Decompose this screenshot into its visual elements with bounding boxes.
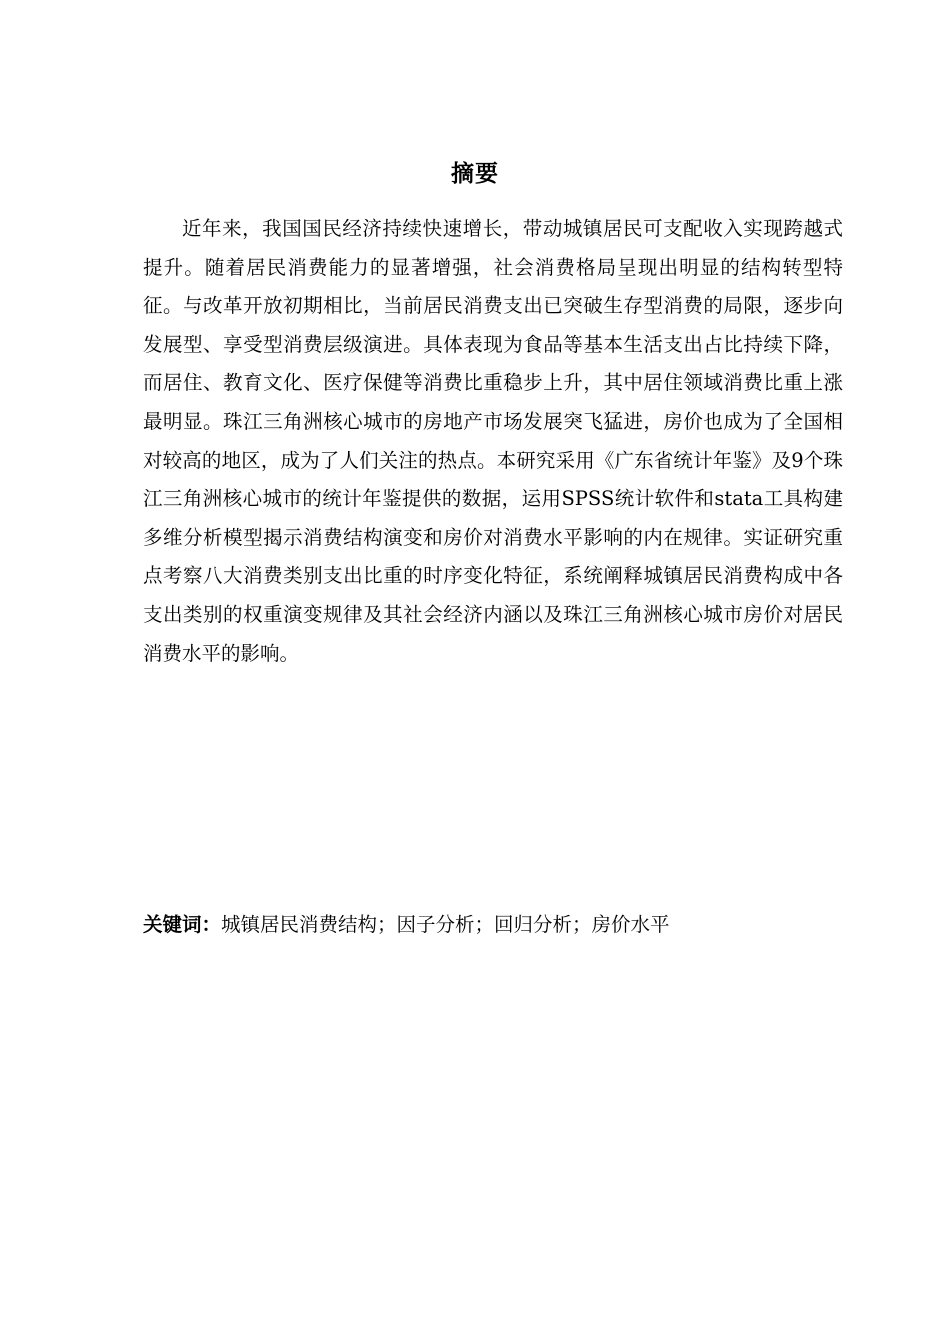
keywords-list: 城镇居民消费结构；因子分析；回归分析；房价水平 — [221, 913, 670, 936]
keywords-line — [143, 906, 843, 944]
abstract-title: 摘要 — [451, 161, 499, 187]
abstract-paragraph: 近年来，我国国民经济持续快速增长，带动城镇居民可支配收入实现跨越式提升。随着居民消费能力的显著增强，社会消费格局呈现出明显的结构转型特征。与改革开放初期相比，当前居民消费支出已突破生存型消费的局限，逐步向发展型、享受型消费层级演进。具体表现为食品等基本生活支出占比持续下降，而居住、教育文化、医疗保健等消费比重稳步上升，其中居住领域消费比重上涨最明显。珠江三角洲核心城市的房地产市场发展突飞猛进，房价也成为了全国相对较高的地区，成为了人们关注的热点。本研究采用《广东省统计年鉴》及9个珠江三角洲核心城市的统计年鉴提供的数据，运用SPSS统计软件和stata工具构建多维分析模型揭示消费结构演变和房价对消费水平影响的内在规律。实证研究重点考察八大消费类别支出比重的时序变化特征，系统阐释城镇居民消费构成中各支出类别的权重演变规律及其社会经济内涵以及珠江三角洲核心城市房价对居民消费水平的影响。 — [143, 217, 843, 665]
keywords-label: 关键词： — [143, 913, 222, 936]
